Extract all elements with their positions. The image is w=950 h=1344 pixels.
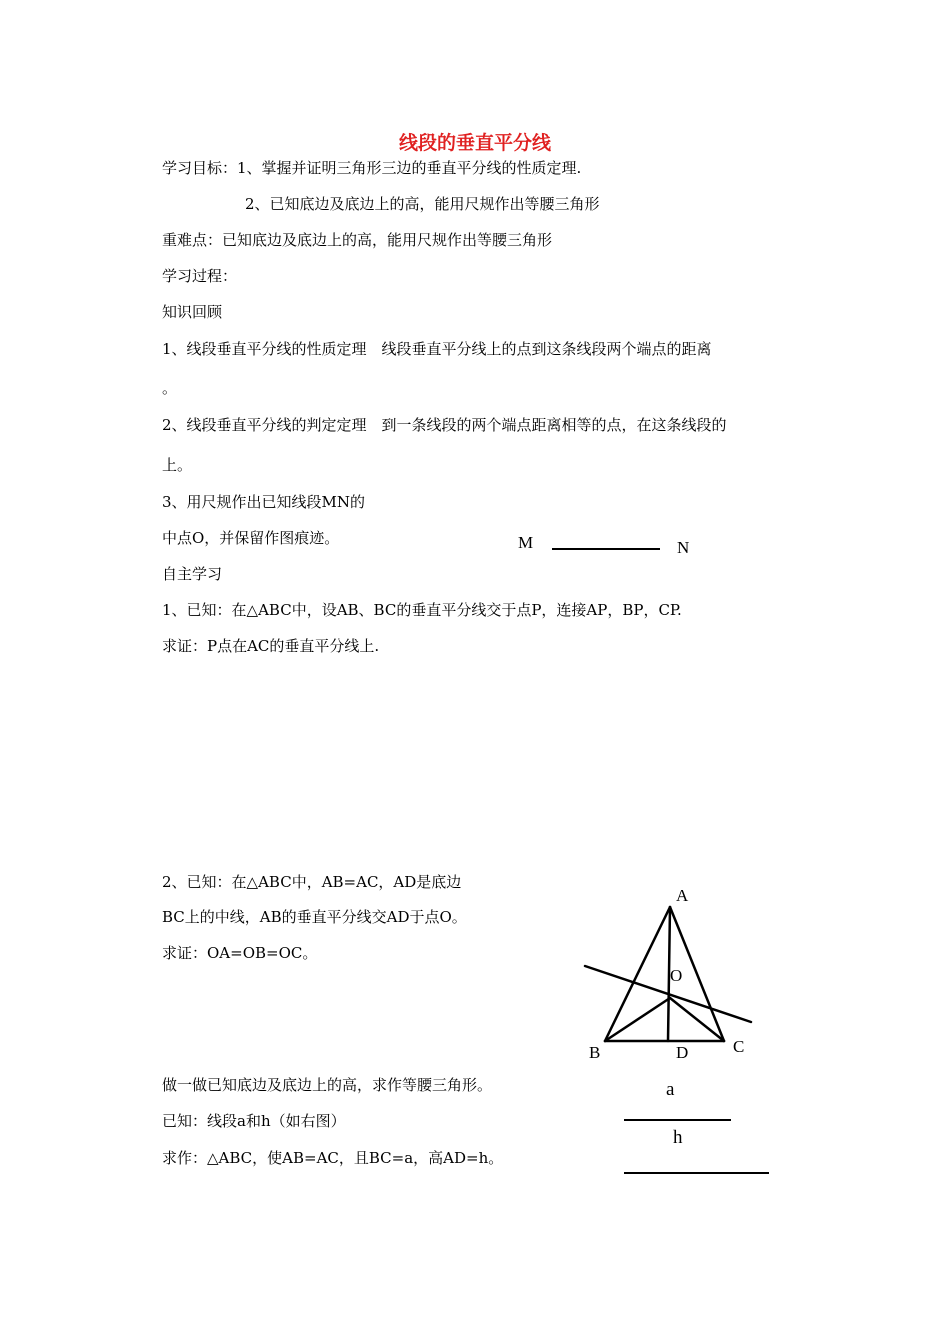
segment-a — [623, 1117, 733, 1123]
page-title: 线段的垂直平分线 — [398, 132, 551, 154]
point-d-label: D — [676, 1043, 689, 1062]
review-item-2: 2、线段垂直平分线的判定定理 到一条线段的两个端点距离相等的点，在这条线段的 — [162, 416, 727, 434]
label-n: N — [677, 538, 690, 557]
problem-2-prove: 求证：OA=OB=OC。 — [162, 944, 318, 962]
goal-1: 学习目标：1、掌握并证明三角形三边的垂直平分线的性质定理. — [162, 159, 582, 177]
review-item-2-end: 上。 — [162, 456, 193, 474]
vertex-c-label: C — [733, 1037, 745, 1056]
vertex-a-label: A — [676, 886, 689, 905]
activity-line-3: 求作：△ABC，使AB=AC，且BC=a，高AD=h。 — [162, 1149, 504, 1167]
goal-2: 2、已知底边及底边上的高，能用尺规作出等腰三角形 — [245, 195, 600, 213]
key-points: 重难点：已知底边及底边上的高，能用尺规作出等腰三角形 — [162, 231, 553, 249]
review-item-1-end: 。 — [162, 379, 178, 397]
activity-line-2: 已知：线段a和h（如右图） — [162, 1112, 346, 1130]
point-o-label: O — [670, 966, 683, 985]
self-study-heading: 自主学习 — [162, 565, 223, 583]
process-heading: 学习过程： — [162, 267, 238, 285]
label-m: M — [518, 533, 534, 552]
problem-1-given: 1、已知：在△ABC中，设AB、BC的垂直平分线交于点P，连接AP，BP，CP. — [162, 601, 682, 619]
review-item-1: 1、线段垂直平分线的性质定理 线段垂直平分线上的点到这条线段两个端点的距离 — [162, 340, 712, 358]
vertex-b-label: B — [589, 1043, 601, 1062]
problem-2-given-cont: BC上的中线，AB的垂直平分线交AD于点O。 — [162, 908, 467, 926]
label-a: a — [666, 1079, 675, 1100]
review-heading: 知识回顾 — [162, 303, 223, 321]
review-item-3-cont: 中点O，并保留作图痕迹。 — [162, 529, 340, 547]
problem-1-prove: 求证：P点在AC的垂直平分线上. — [162, 637, 380, 655]
problem-2-given: 2、已知：在△ABC中，AB=AC，AD是底边 — [162, 873, 462, 891]
review-item-3: 3、用尺规作出已知线段MN的 — [162, 493, 366, 511]
activity-line-1: 做一做已知底边及底边上的高，求作等腰三角形。 — [162, 1076, 493, 1094]
label-h: h — [673, 1127, 683, 1148]
segment-h — [623, 1170, 771, 1176]
